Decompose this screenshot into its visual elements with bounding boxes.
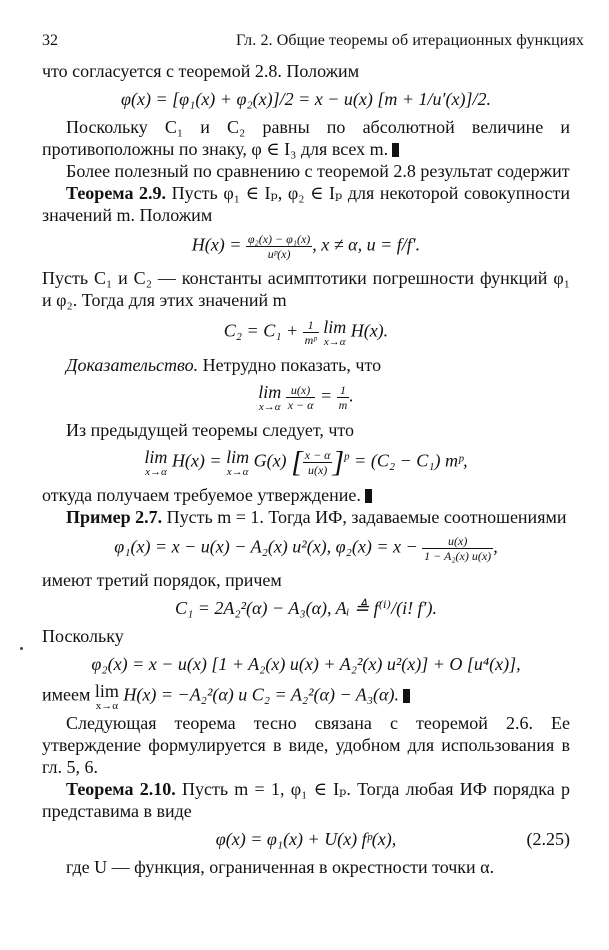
fraction: $\frac{1}{m}$ [338,383,348,412]
paragraph: откуда получаем требуемое утверждение. [42,484,570,506]
equation-phi: φ₁(x) = x − u(x) − A₂(x) u²(x), φ₂(x) = x − $\frac{u(x)}{\text{1 − A₂(x) u(x)}}$ , [114,534,498,563]
theorem-2-10: Теорема 2.10. Пусть m = 1, φ₁ ∈ Iₚ. Тогда любая ИФ порядка p представима в виде [42,779,571,821]
paragraph: Пусть C₁ и C₂ — константы асимптотики погрешности функций φ₁ и φ₂. Тогда для этих значений m [42,268,570,310]
page-header [42,30,584,56]
fraction: $\frac{u(x)}{\text{1 − A₂(x) u(x)}}$ [424,534,492,563]
equation-c2: C₂ = C₁ + $\frac{1}{\text{mᵖ}}$ lim x→α H(x). [223,317,389,348]
fraction: $\frac{x - \alpha}{u(x)}$ [304,448,331,477]
qed-mark [392,143,399,157]
paragraph: имеют третий порядок, причем [42,570,282,590]
limit: lim x→α [94,681,119,712]
fraction: $\frac{u(x)}{x - \alpha}$ [287,383,314,412]
proof: Доказательство. Нетрудно показать, что [66,355,382,375]
paragraph: Более полезный по сравнению с теоремой 2.8 результат содержит [66,161,570,181]
example-label: Пример 2.7. [66,507,163,527]
equation-2-25: φ(x) = φ₁(x) + U(x) fᵖ(x), (2.25) [215,829,570,849]
limit: lim x→α [226,447,250,478]
limit: lim x→α [144,447,168,478]
equation-number: (2.25) [526,829,570,849]
equation-c1: C₁ = 2A₂²(α) − A₃(α), Aᵢ ≜ f⁽ⁱ⁾/(i! f′). [175,598,437,618]
equation-limit-g: lim x→α H(x) = lim x→α G(x) [ $\frac{x - \alpha}{u(x)}$ ]$^p$ = (C₂ − C₁) mᵖ, [144,445,468,479]
running-title: Гл. 2. Общие теоремы об итерационных функциях [236,32,584,49]
page [42,30,584,878]
paragraph: Поскольку [42,626,124,646]
text-line: что согласуется с теоремой 2.8. Положим [42,61,360,81]
limit: lim x→α [323,317,347,348]
theorem-label: Теорема 2.9. [66,183,167,203]
paragraph: Поскольку C₁ и C₂ равны по абсолютной величине и противоположны по знаку, φ ∈ I₃ для всех m. [42,117,570,159]
equation-h: H(x) = $\frac{\text{φ₂(x) − φ₁(x)}}{\text{uᵖ(x)}}$ , x ≠ α, u = f/f′. [191,232,421,261]
qed-mark [403,689,410,703]
paragraph: где U — функция, ограниченная в окрестности точки α. [66,857,495,877]
qed-mark [365,489,372,503]
equation-limit: lim x→α $\frac{u(x)}{x - \alpha}$ = $\frac{1}{m}$ . [258,382,354,413]
example-2-7: Пример 2.7. Пусть m = 1. Тогда ИФ, задаваемые соотношениями [66,507,567,527]
limit: lim x→α [258,382,282,413]
proof-label: Доказательство. [66,355,199,375]
fraction: $\frac{\text{φ₂(x) − φ₁(x)}}{\text{uᵖ(x)}}$ [247,232,311,261]
paragraph: Следующая теорема тесно связана с теоремой 2.6. Ее утверждение формулируется в виде, удобном для использования в гл. 5, 6. [42,713,570,777]
theorem-label: Теорема 2.10. [66,779,176,799]
equation-phi2: φ₂(x) = x − u(x) [1 + A₂(x) u(x) + A₂²(x) u²(x)] + O [u⁴(x)], [91,654,521,674]
fraction: $\frac{1}{\text{mᵖ}}$ [304,318,317,347]
paragraph: имеем lim x→α H(x) = −A₂²(α) и C₂ = A₂²(α) − A₃(α). [42,681,570,712]
paragraph: Из предыдущей теоремы следует, что [66,420,355,440]
equation: φ(x) = [φ₁(x) + φ₂(x)]/2 = x − u(x) [m + 1/u′(x)]/2. [121,89,491,109]
page-number: 32 [42,32,58,49]
margin-dot [20,647,23,650]
theorem-2-9: Теорема 2.9. Пусть φ₁ ∈ Iₚ, φ₂ ∈ Iₚ для некоторой совокупности значений m. Положим [42,183,570,225]
